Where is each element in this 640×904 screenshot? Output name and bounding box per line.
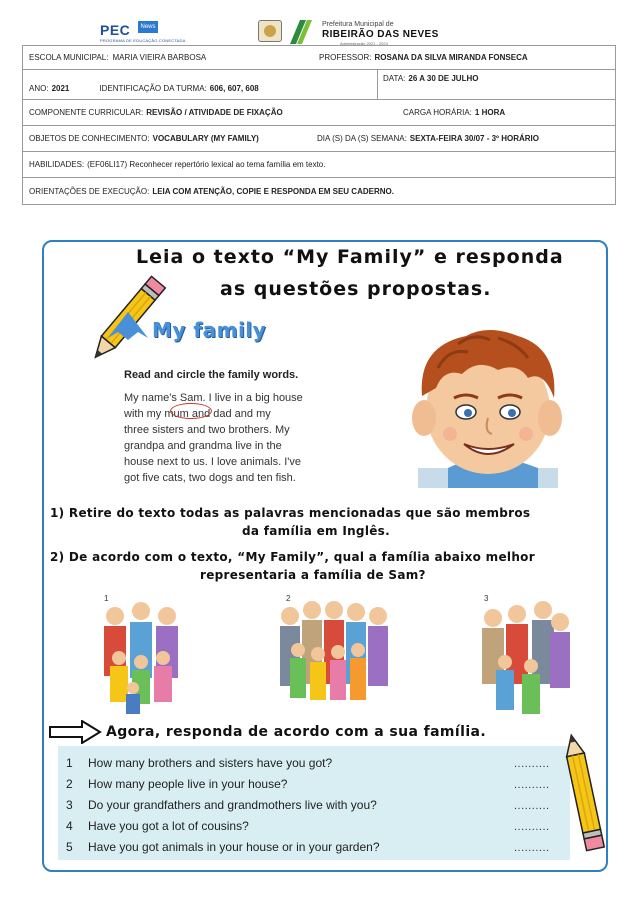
header-logos: [0, 18, 640, 48]
passage-line: got five cats, two dogs and ten fish.: [124, 472, 296, 484]
answer-blank[interactable]: ..........: [514, 842, 550, 854]
question-1-line2: da família em Inglês.: [242, 524, 390, 538]
professor-value: ROSANA DA SILVA MIRANDA FONSECA: [374, 53, 528, 62]
arrow-right-icon: [48, 720, 102, 744]
family-picture-1[interactable]: [96, 596, 186, 718]
worksheet-title-line2: as questões propostas.: [220, 278, 492, 300]
mum-circle-mark: [170, 403, 212, 419]
passage-line: with my mum and dad and my: [124, 408, 271, 420]
boy-illustration: [378, 318, 588, 488]
answer-blank[interactable]: ..........: [514, 758, 550, 770]
pec-subtitle: PROGRAMA DE EDUCAÇÃO CONECTADA: [100, 38, 186, 43]
info-row-ano: [23, 70, 615, 100]
pencil-icon: [556, 730, 612, 860]
read-instruction: Read and circle the family words.: [124, 369, 299, 381]
question-1-line1: 1) Retire do texto todas as palavras mencionadas que são membros: [50, 506, 531, 520]
prefeitura-line2: RIBEIRÃO DAS NEVES: [322, 29, 439, 40]
family-option-number: 3: [484, 594, 489, 603]
family-option-number: 2: [286, 594, 291, 603]
question-number: 3: [66, 798, 73, 812]
passage-line: three sisters and two brothers. My: [124, 424, 290, 436]
school-info-table: [22, 45, 616, 205]
question-row: [58, 817, 570, 837]
question-number: 2: [66, 777, 73, 791]
passage-line: grandpa and grandma live in the: [124, 440, 282, 452]
data-label: DATA:: [383, 74, 406, 83]
city-seal-icon: [258, 20, 282, 42]
question-text: Do your grandfathers and grandmothers live with you?: [88, 798, 377, 812]
componente-label: COMPONENTE CURRICULAR:: [29, 108, 144, 117]
prefeitura-line1: Prefeitura Municipal de: [322, 21, 394, 28]
question-text: Have you got a lot of cousins?: [88, 819, 249, 833]
question-2-line1: 2) De acordo com o texto, “My Family”, qual a família abaixo melhor: [50, 550, 535, 564]
question-number: 1: [66, 756, 73, 770]
turma-value: 606, 607, 608: [209, 84, 259, 93]
objetos-label: OBJETOS DE CONHECIMENTO:: [29, 134, 150, 143]
question-text: How many brothers and sisters have you got?: [88, 756, 333, 770]
question-row: [58, 838, 570, 858]
orientacoes-value: LEIA COM ATENÇÃO, COPIE E RESPONDA EM SEU CADERNO.: [152, 186, 394, 196]
habilidades-label: HABILIDADES:: [29, 160, 85, 169]
info-row-objetos: [23, 126, 615, 152]
personal-questions-box: [58, 746, 570, 860]
ano-value: 2021: [51, 84, 70, 93]
passage-line: house next to us. I love animals. I've: [124, 456, 301, 468]
now-answer-prompt: Agora, responda de acordo com a sua família.: [106, 724, 487, 740]
family-picture-2[interactable]: [276, 596, 390, 706]
family-passage: [124, 390, 374, 486]
question-2-line2: representaria a família de Sam?: [200, 568, 426, 582]
family-picture-3[interactable]: [476, 596, 572, 720]
orientacoes-label: ORIENTAÇÕES DE EXECUÇÃO:: [29, 186, 150, 196]
info-row-escola: [23, 46, 615, 70]
answer-blank[interactable]: ..........: [514, 821, 550, 833]
question-text: Have you got animals in your house or in your garden?: [88, 840, 380, 854]
info-row-orientacoes: [23, 178, 615, 204]
professor-label: PROFESSOR:: [319, 53, 372, 62]
ano-label: ANO:: [29, 84, 49, 93]
objetos-value: VOCABULARY (MY FAMILY): [152, 134, 259, 143]
answer-blank[interactable]: ..........: [514, 779, 550, 791]
pec-news-badge: News: [138, 21, 158, 33]
question-number: 4: [66, 819, 73, 833]
data-value: 26 A 30 DE JULHO: [408, 74, 479, 83]
question-text: How many people live in your house?: [88, 777, 288, 791]
question-row: [58, 754, 570, 774]
worksheet-title-line1: Leia o texto “My Family” e responda: [136, 246, 564, 268]
info-row-habilidades: [23, 152, 615, 178]
escola-label: ESCOLA MUNICIPAL:: [29, 53, 109, 62]
prefeitura-line3: Administração 2021 - 2024: [340, 41, 388, 46]
prefeitura-logo-icon: [290, 20, 312, 44]
carga-value: 1 HORA: [474, 108, 506, 117]
question-row: [58, 796, 570, 816]
habilidades-value: (EF06LI17) Reconhecer repertório lexical ao tema família em texto.: [87, 160, 326, 169]
info-row-componente: [23, 100, 615, 126]
escola-value: MARIA VIEIRA BARBOSA: [112, 53, 207, 62]
question-number: 5: [66, 840, 73, 854]
turma-label: IDENTIFICAÇÃO DA TURMA:: [99, 84, 207, 93]
passage-line: My name's Sam. I live in a big house: [124, 392, 303, 404]
family-option-number: 1: [104, 594, 109, 603]
componente-value: REVISÃO / ATIVIDADE DE FIXAÇÃO: [146, 108, 283, 117]
ribbon-icon: [108, 312, 148, 340]
answer-blank[interactable]: ..........: [514, 800, 550, 812]
pec-logo: PEC: [100, 22, 131, 38]
dia-label: DIA (S) DA (S) SEMANA:: [317, 134, 407, 143]
dia-value: SEXTA-FEIRA 30/07 - 3º HORÁRIO: [409, 134, 539, 143]
question-row: [58, 775, 570, 795]
carga-label: CARGA HORÁRIA:: [403, 108, 472, 117]
my-family-heading: My family: [152, 318, 267, 342]
